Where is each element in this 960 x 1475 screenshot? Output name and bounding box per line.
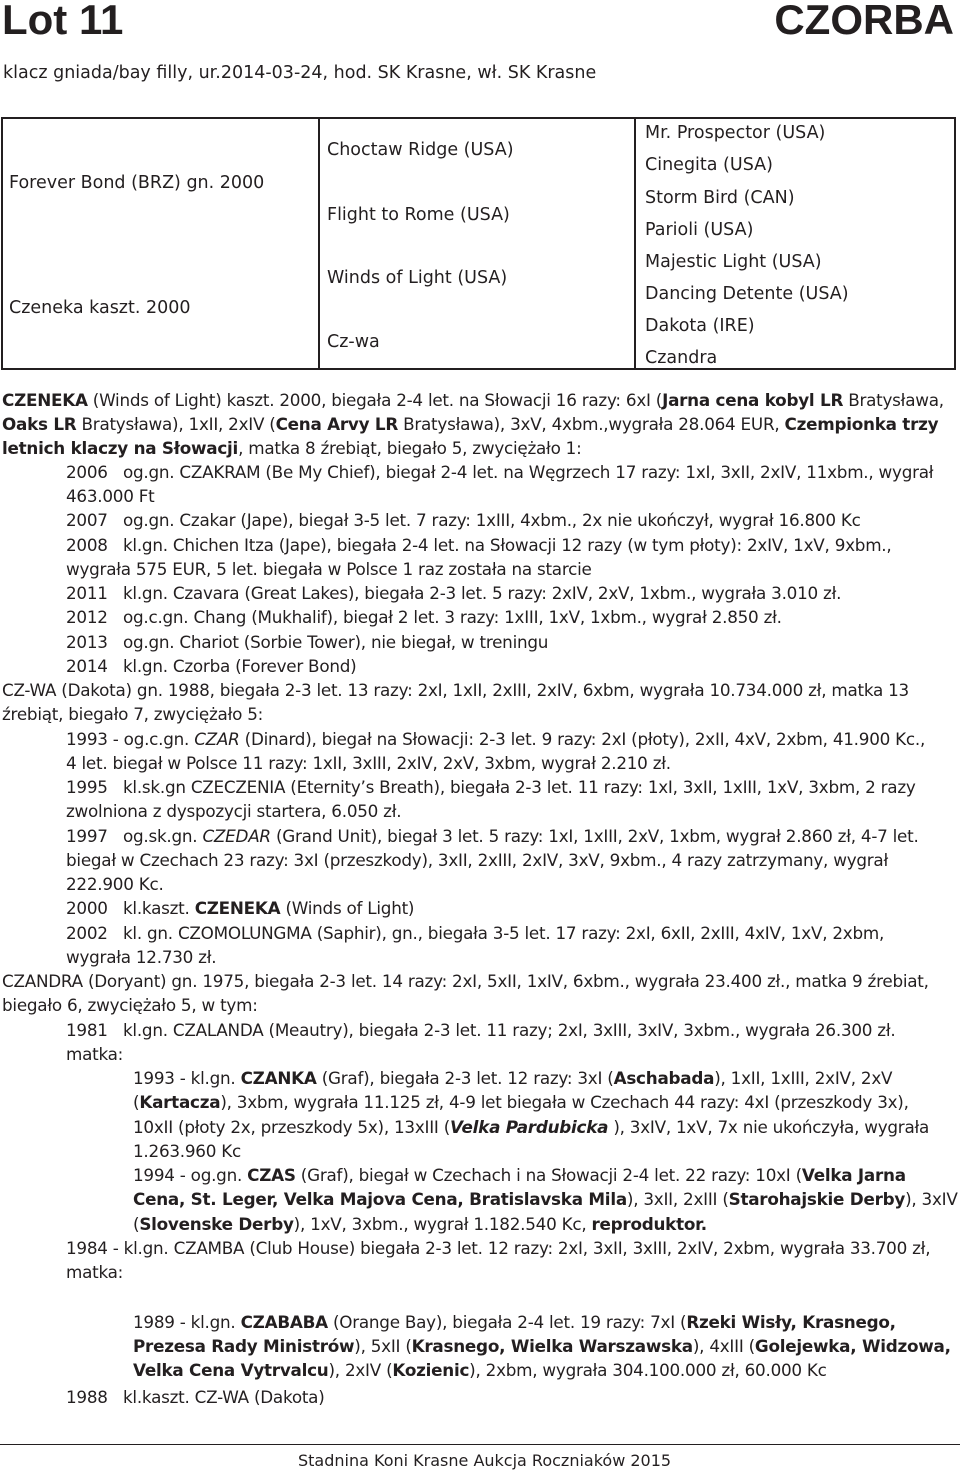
text-line: 2012 og.c.gn. Chang (Mukhalif), biegał 2 let. 3 razy: 1xIII, 1xV, 1xbm., wygrał 2.850 zł.: [66, 607, 782, 627]
text-line: (Kartacza), 3xbm, wygrała 11.125 zł, 4-9 let biegała w Czechach 44 razy: 4xI (przeszkody 3x),: [133, 1092, 909, 1112]
horse-name: CZORBA: [774, 0, 954, 43]
text-line: 1993 - kl.gn. CZANKA (Graf), biegała 2-3 let. 12 razy: 3xI (Aschabada), 1xII, 1xIII, 2xIV, 2xV: [133, 1068, 893, 1088]
great-grandparent: Cinegita (USA): [645, 155, 773, 175]
text-line: Oaks LR Bratysława), 1xII, 2xIV (Cena Arvy LR Bratysława), 3xV, 4xbm.,wygrała 28.064 EUR, Czempionka trzy: [2, 414, 939, 434]
text-line: 222.900 Kc.: [66, 874, 164, 894]
text-line: CZ-WA (Dakota) gn. 1988, biegała 2-3 let. 13 razy: 2xI, 1xII, 2xIII, 2xIV, 6xbm, wygrała 10.734.000 zł, matka 13: [2, 680, 909, 700]
pedigree-divider: [318, 119, 320, 368]
text-line: zwolniona z dyspozycji startera, 6.050 zł.: [66, 801, 402, 821]
text-line: biegał w Czechach 23 razy: 3xI (przeszkody), 3xII, 2xIII, 2xIV, 3xV, 9xbm., 4 razy zatrzymany, wygrał: [66, 850, 888, 870]
text-line: źrebiąt, biegało 7, zwyciężało 5:: [2, 704, 264, 724]
text-line: CZENEKA (Winds of Light) kaszt. 2000, biegała 2-4 let. na Słowacji 16 razy: 6xI (Jarna cena kobyl LR Bratysława,: [2, 390, 944, 410]
horse-details: klacz gniada/bay filly, ur.2014-03-24, hod. SK Krasne, wł. SK Krasne: [3, 63, 597, 83]
text-line: 2014 kl.gn. Czorba (Forever Bond): [66, 656, 357, 676]
dam: Czeneka kaszt. 2000: [9, 298, 191, 318]
text-line: 2008 kl.gn. Chichen Itza (Jape), biegała 2-4 let. na Słowacji 12 razy (w tym płoty): 2xIV, 1xV, 9xbm.,: [66, 535, 892, 555]
text-line: 463.000 Ft: [66, 486, 155, 506]
text-line: 2000 kl.kaszt. CZENEKA (Winds of Light): [66, 898, 415, 918]
footer-text: Stadnina Koni Krasne Aukcja Roczniaków 2015: [298, 1451, 672, 1470]
great-grandparent: Parioli (USA): [645, 220, 754, 240]
grandparent: Flight to Rome (USA): [327, 205, 510, 225]
text-line: biegało 6, zwyciężało 5, w tym:: [2, 995, 258, 1015]
text-line: 1988 kl.kaszt. CZ-WA (Dakota): [66, 1387, 325, 1407]
text-line: 2011 kl.gn. Czavara (Great Lakes), biegała 2-3 let. 5 razy: 2xIV, 2xV, 1xbm., wygrała 3.010 zł.: [66, 583, 842, 603]
text-line: 2006 og.gn. CZAKRAM (Be My Chief), biegał 2-4 let. na Węgrzech 17 razy: 1xI, 3xII, 2xIV, 11xbm., wygrał: [66, 462, 934, 482]
text-line: 1997 og.sk.gn. CZEDAR (Grand Unit), biegał 3 let. 5 razy: 1xI, 1xIII, 2xV, 1xbm, wygrał 2.860 zł, 4-7 let.: [66, 826, 919, 846]
text-line: 2002 kl. gn. CZOMOLUNGMA (Saphir), gn., biegała 3-5 let. 17 razy: 2xI, 6xII, 2xIII, 4xIV, 1xV, 2xbm,: [66, 923, 885, 943]
text-line: 1984 - kl.gn. CZAMBA (Club House) biegała 2-3 let. 12 razy: 2xI, 3xII, 3xIII, 2xIV, 2xbm, wygrała 33.700 zł,: [66, 1238, 931, 1258]
text-line: 1981 kl.gn. CZALANDA (Meautry), biegała 2-3 let. 11 razy; 2xI, 3xIII, 3xIV, 3xbm., wygrała 26.300 zł.: [66, 1020, 896, 1040]
footer-divider: [0, 1444, 960, 1445]
sire: Forever Bond (BRZ) gn. 2000: [9, 173, 265, 193]
header: [0, 0, 960, 44]
text-line: matka:: [66, 1044, 124, 1064]
great-grandparent: Czandra: [645, 348, 718, 368]
text-line: Cena, St. Leger, Velka Majova Cena, Bratislavska Mila), 3xII, 2xIII (Starohajskie Derby), 3xIV: [133, 1189, 958, 1209]
grandparent: Choctaw Ridge (USA): [327, 140, 514, 160]
text-line: 1.263.960 Kc: [133, 1141, 241, 1161]
text-line: Prezesa Rady Ministrów), 5xII (Krasnego, Wielka Warszawska), 4xIII (Golejewka, Widzowa,: [133, 1336, 951, 1356]
great-grandparent: Mr. Prospector (USA): [645, 123, 826, 143]
text-line: CZANDRA (Doryant) gn. 1975, biegała 2-3 let. 14 razy: 2xI, 5xII, 1xIV, 6xbm., wygrała 23.400 zł., matka 9 źrebiat,: [2, 971, 929, 991]
text-line: Velka Cena Vytrvalcu), 2xIV (Kozienic), 2xbm, wygrała 304.100.000 zł, 60.000 Kc: [133, 1360, 827, 1380]
grandparent: Winds of Light (USA): [327, 268, 508, 288]
text-line: 4 let. biegał w Polsce 11 razy: 1xII, 3xIII, 2xIV, 2xV, 3xbm, wygrał 2.210 zł.: [66, 753, 671, 773]
pedigree-table: [1, 117, 956, 370]
great-grandparent: Dakota (IRE): [645, 316, 755, 336]
great-grandparent: Storm Bird (CAN): [645, 188, 795, 208]
text-line: wygrała 12.730 zł.: [66, 947, 217, 967]
text-line: 1995 kl.sk.gn CZECZENIA (Eternity’s Breath), biegała 2-3 let. 11 razy: 1xI, 3xII, 1xIII, 1xV, 3xbm, 2 razy: [66, 777, 916, 797]
text-line: matka:: [66, 1262, 124, 1282]
text-line: wygrała 575 EUR, 5 let. biegała w Polsce 1 raz została na starcie: [66, 559, 592, 579]
text-line: 1989 - kl.gn. CZABABA (Orange Bay), biegała 2-4 let. 19 razy: 7xI (Rzeki Wisły, Krasnego,: [133, 1312, 896, 1332]
text-line: 10xII (płoty 2x, przeszkody 5x), 13xIII (Velka Pardubicka ), 3xIV, 1xV, 7x nie ukończyła, wygrała: [133, 1117, 930, 1137]
text-line: letnich klaczy na Słowacji, matka 8 źrebiąt, biegało 5, zwyciężało 1:: [2, 438, 582, 458]
grandparent: Cz-wa: [327, 332, 380, 352]
text-line: (Slovenske Derby), 1xV, 3xbm., wygrał 1.182.540 Kc, reproduktor.: [133, 1214, 707, 1234]
great-grandparent: Dancing Detente (USA): [645, 284, 849, 304]
lot-number: Lot 11: [2, 0, 124, 43]
text-line: 2007 og.gn. Czakar (Jape), biegał 3-5 let. 7 razy: 1xIII, 4xbm., 2x nie ukończył, wygrał 16.800 Kc: [66, 510, 861, 530]
pedigree-divider: [634, 119, 636, 368]
great-grandparent: Majestic Light (USA): [645, 252, 822, 272]
text-line: 2013 og.gn. Chariot (Sorbie Tower), nie biegał, w treningu: [66, 632, 549, 652]
text-line: 1993 - og.c.gn. CZAR (Dinard), biegał na Słowacji: 2-3 let. 9 razy: 2xI (płoty), 2xII, 4xV, 2xbm, 41.900 Kc.,: [66, 729, 926, 749]
text-line: 1994 - og.gn. CZAS (Graf), biegał w Czechach i na Słowacji 2-4 let. 22 razy: 10xI (Velka Jarna: [133, 1165, 906, 1185]
